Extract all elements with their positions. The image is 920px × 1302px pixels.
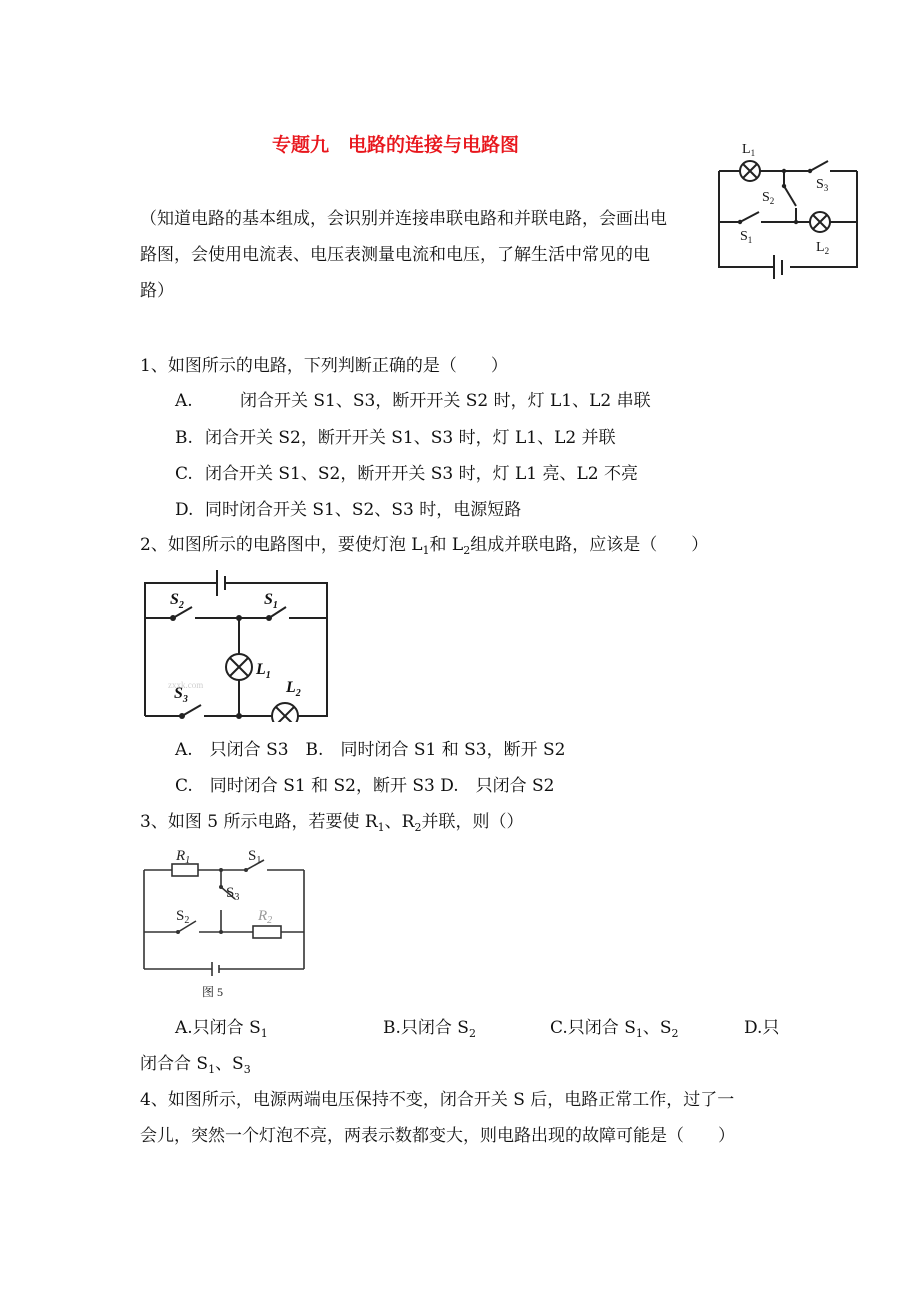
q2-fig-label-s1: $S_1$ — [264, 591, 278, 611]
q1-circuit-figure — [712, 134, 864, 292]
q3-option-d: D.只 — [744, 1018, 780, 1038]
q2-fig-label-l1: $L_1$ — [256, 661, 271, 681]
q1-option-b-key: B. — [175, 428, 193, 448]
q1-option-a-key: A. — [175, 391, 193, 411]
q3-fig-caption: 图 5 — [202, 985, 224, 999]
intro-line-1: （知道电路的基本组成，会识别并连接串联电路和并联电路，会画出电 — [140, 209, 667, 229]
q2-stem: 2、如图所示的电路图中，要使灯泡 $L_1$和 $L_2$组成并联电路，应该是（ ） — [140, 535, 709, 557]
q1-option-d-text: 同时闭合开关 S1、S2、S3 时，电源短路 — [205, 500, 522, 520]
q3-option-d-continued: 闭合合 $S_1$、$S_3$ — [140, 1054, 251, 1076]
q3-option-c: C.只闭合 $S_1$、$S_2$ — [550, 1018, 679, 1040]
q3-fig-label-r1: $R_1$ — [176, 848, 191, 866]
q4-stem-line-1: 4、如图所示，电源两端电压保持不变，闭合开关 S 后，电路正常工作，过了一 — [140, 1090, 735, 1110]
q1-option-c-key: C. — [175, 464, 193, 484]
q3-fig-label-s2: $S_2$ — [176, 908, 190, 926]
intro-line-2: 路图，会使用电流表、电压表测量电流和电压，了解生活中常见的电 — [140, 245, 650, 265]
q1-fig-label-l1: $L_1$ — [742, 142, 756, 158]
q1-stem: 1、如图所示的电路，下列判断正确的是（ ） — [140, 356, 508, 376]
q2-watermark: zxxk.com — [168, 680, 204, 690]
q2-fig-label-l2: $L_2$ — [286, 679, 301, 699]
q2-fig-label-s2: $S_2$ — [170, 591, 184, 611]
intro-line-3: 路） — [140, 281, 174, 301]
q2-fig-label-s3: $S_3$ — [174, 685, 188, 705]
q3-fig-label-s1: $S_1$ — [248, 848, 262, 866]
q3-fig-label-r2: $R_2$ — [258, 908, 273, 926]
q1-option-a-text: 闭合开关 S1、S3，断开开关 S2 时，灯 L1、L2 串联 — [240, 391, 651, 411]
q3-option-a: A.只闭合 $S_1$ — [175, 1018, 268, 1040]
q1-fig-label-s2: $S_2$ — [762, 190, 775, 206]
q1-fig-label-l2: $L_2$ — [816, 240, 830, 256]
q3-option-b: B.只闭合 $S_2$ — [383, 1018, 476, 1040]
q1-option-d-key: D. — [175, 500, 194, 520]
q3-circuit-figure — [140, 842, 312, 1004]
q2-circuit-figure — [140, 566, 336, 722]
q1-fig-label-s1: $S_1$ — [740, 229, 753, 245]
q1-option-b-text: 闭合开关 S2，断开开关 S1、S3 时，灯 L1、L2 并联 — [205, 428, 616, 448]
q4-stem-line-2: 会儿，突然一个灯泡不亮，两表示数都变大，则电路出现的故障可能是（ ） — [140, 1126, 735, 1146]
q1-option-c-text: 闭合开关 S1、S2，断开开关 S3 时，灯 L1 亮、L2 不亮 — [205, 464, 639, 484]
q2-options-line-1: A. 只闭合 S3 B. 同时闭合 S1 和 S3，断开 S2 — [175, 740, 566, 760]
q2-options-line-2: C. 同时闭合 S1 和 S2，断开 S3 D. 只闭合 S2 — [175, 776, 555, 796]
q3-stem: 3、如图 5 所示电路，若要使 $R_1$、$R_2$并联，则（） — [140, 812, 524, 834]
page-title: 专题九 电路的连接与电路图 — [272, 134, 520, 156]
q1-fig-label-s3: $S_3$ — [816, 177, 829, 193]
q3-fig-label-s3: $S_3$ — [226, 885, 240, 903]
